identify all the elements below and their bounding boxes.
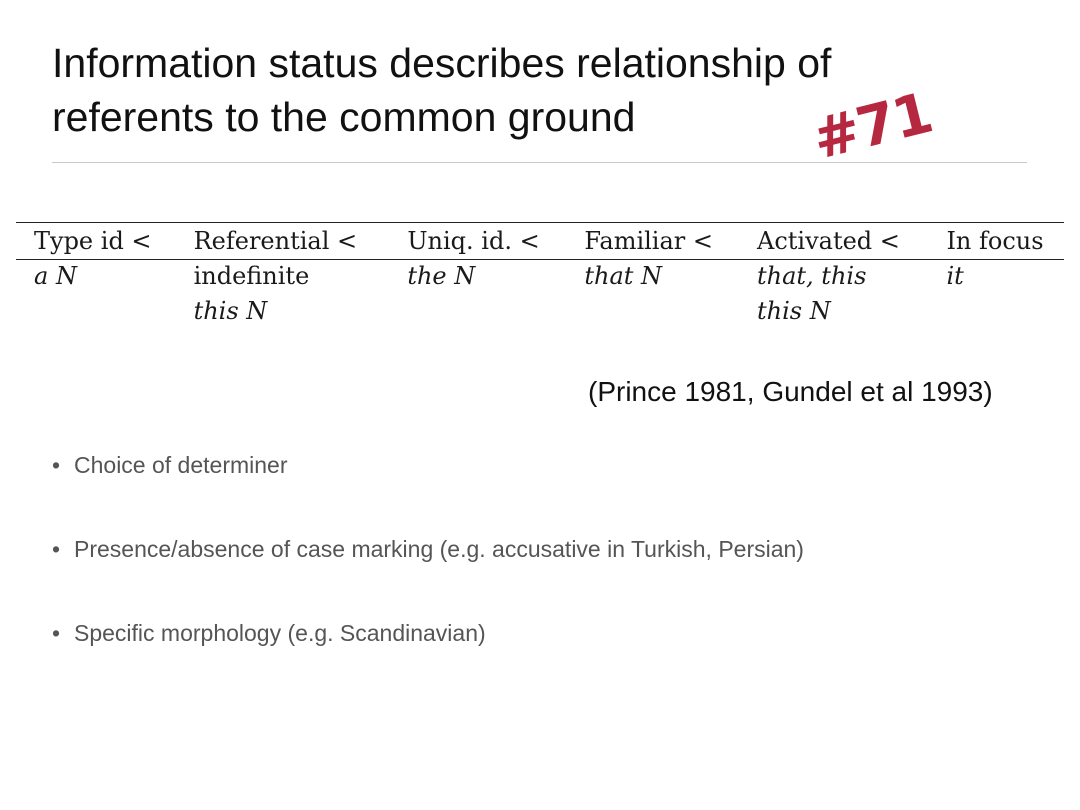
- table-cell: indefinite: [193, 262, 310, 290]
- header-referential: Referential <: [176, 223, 390, 260]
- table-cell: a N: [34, 262, 77, 290]
- title-divider: [52, 162, 1027, 163]
- bullet-text: Presence/absence of case marking (e.g. accusative in Turkish, Persian): [74, 536, 804, 562]
- table-row: [16, 260, 1064, 296]
- badge-71-stamp: [805, 80, 938, 173]
- header-activated: Activated <: [739, 223, 928, 260]
- list-item: [52, 620, 804, 704]
- givenness-hierarchy-table: [16, 222, 1064, 330]
- list-item: [52, 536, 804, 620]
- table-cell: this N: [193, 297, 268, 325]
- table-cell: this N: [756, 297, 831, 325]
- table-cell: that, this: [756, 262, 867, 290]
- slide-title-line-2: referents to the common ground: [52, 94, 636, 140]
- table-cell: that N: [584, 262, 663, 290]
- bullet-dot: •: [52, 536, 61, 562]
- table-cell: [566, 295, 739, 330]
- table-cell: [389, 295, 566, 330]
- header-in-focus: In focus: [928, 223, 1064, 260]
- bullet-text: Specific morphology (e.g. Scandinavian): [74, 620, 486, 646]
- table-cell: the N: [407, 262, 476, 290]
- slide-title-line-1: Information status describes relationship of: [52, 40, 832, 86]
- header-familiar: Familiar <: [566, 223, 739, 260]
- table-cell: [928, 295, 1064, 330]
- badge-text: #71: [806, 80, 938, 173]
- list-item: [52, 452, 804, 536]
- bullet-list: [52, 452, 804, 704]
- table-header-row: [16, 223, 1064, 260]
- table-cell: it: [946, 262, 964, 290]
- table-cell: [16, 295, 176, 330]
- header-uniq-id: Uniq. id. <: [389, 223, 566, 260]
- bullet-text: Choice of determiner: [74, 452, 288, 478]
- bullet-dot: •: [52, 620, 61, 646]
- bullet-dot: •: [52, 452, 61, 478]
- citation: (Prince 1981, Gundel et al 1993): [588, 376, 993, 407]
- table-row: [16, 295, 1064, 330]
- header-type-id: Type id <: [16, 223, 176, 260]
